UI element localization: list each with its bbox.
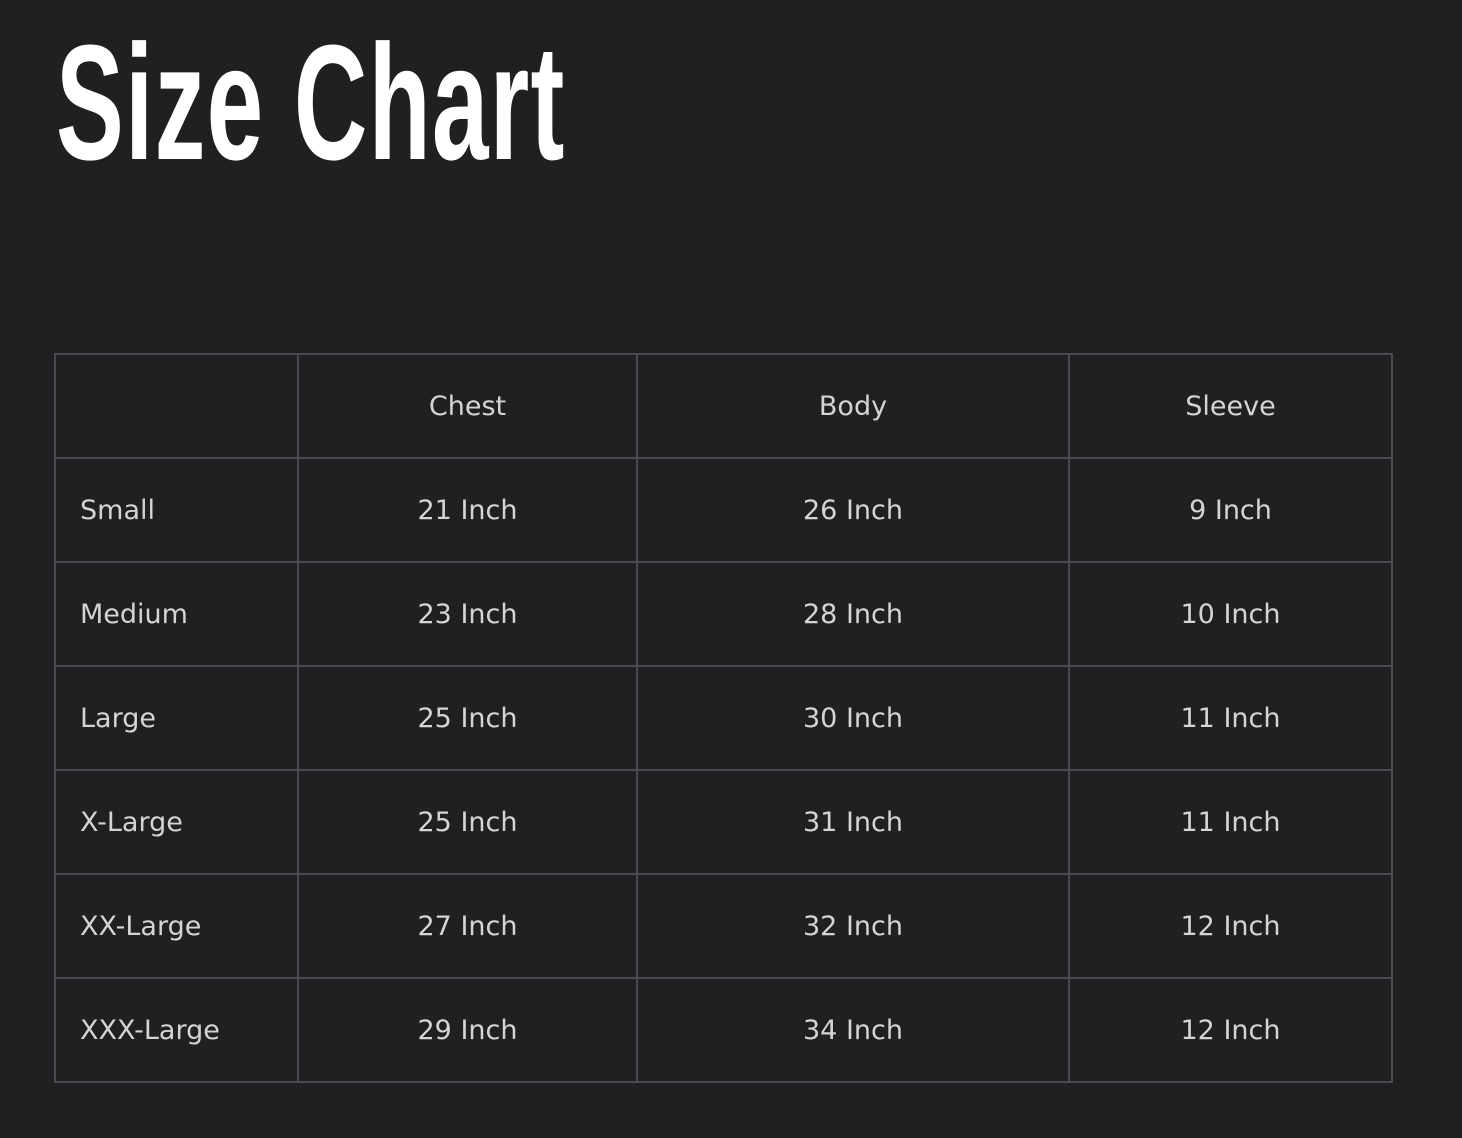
sleeve-value: 11 Inch: [1069, 666, 1392, 770]
size-label: XX-Large: [55, 874, 298, 978]
body-value: 31 Inch: [637, 770, 1069, 874]
column-header-chest: Chest: [298, 354, 637, 458]
body-value: 30 Inch: [637, 666, 1069, 770]
size-label: Medium: [55, 562, 298, 666]
chest-value: 25 Inch: [298, 770, 637, 874]
size-label: XXX-Large: [55, 978, 298, 1082]
size-label: Large: [55, 666, 298, 770]
size-label: Small: [55, 458, 298, 562]
column-header-body: Body: [637, 354, 1069, 458]
sleeve-value: 9 Inch: [1069, 458, 1392, 562]
chest-value: 29 Inch: [298, 978, 637, 1082]
size-chart-table: [54, 353, 1393, 1083]
size-label: X-Large: [55, 770, 298, 874]
sleeve-value: 12 Inch: [1069, 978, 1392, 1082]
body-value: 26 Inch: [637, 458, 1069, 562]
sleeve-value: 10 Inch: [1069, 562, 1392, 666]
table-row: [55, 458, 1392, 562]
table-header-row: [55, 354, 1392, 458]
table-row: [55, 770, 1392, 874]
chest-value: 21 Inch: [298, 458, 637, 562]
table-row: [55, 562, 1392, 666]
body-value: 32 Inch: [637, 874, 1069, 978]
body-value: 34 Inch: [637, 978, 1069, 1082]
chest-value: 25 Inch: [298, 666, 637, 770]
page-title: Size Chart: [56, 11, 566, 194]
column-header-sleeve: Sleeve: [1069, 354, 1392, 458]
sleeve-value: 11 Inch: [1069, 770, 1392, 874]
chest-value: 27 Inch: [298, 874, 637, 978]
column-header-size: [55, 354, 298, 458]
chest-value: 23 Inch: [298, 562, 637, 666]
table-row: [55, 874, 1392, 978]
sleeve-value: 12 Inch: [1069, 874, 1392, 978]
table-row: [55, 978, 1392, 1082]
body-value: 28 Inch: [637, 562, 1069, 666]
table-row: [55, 666, 1392, 770]
